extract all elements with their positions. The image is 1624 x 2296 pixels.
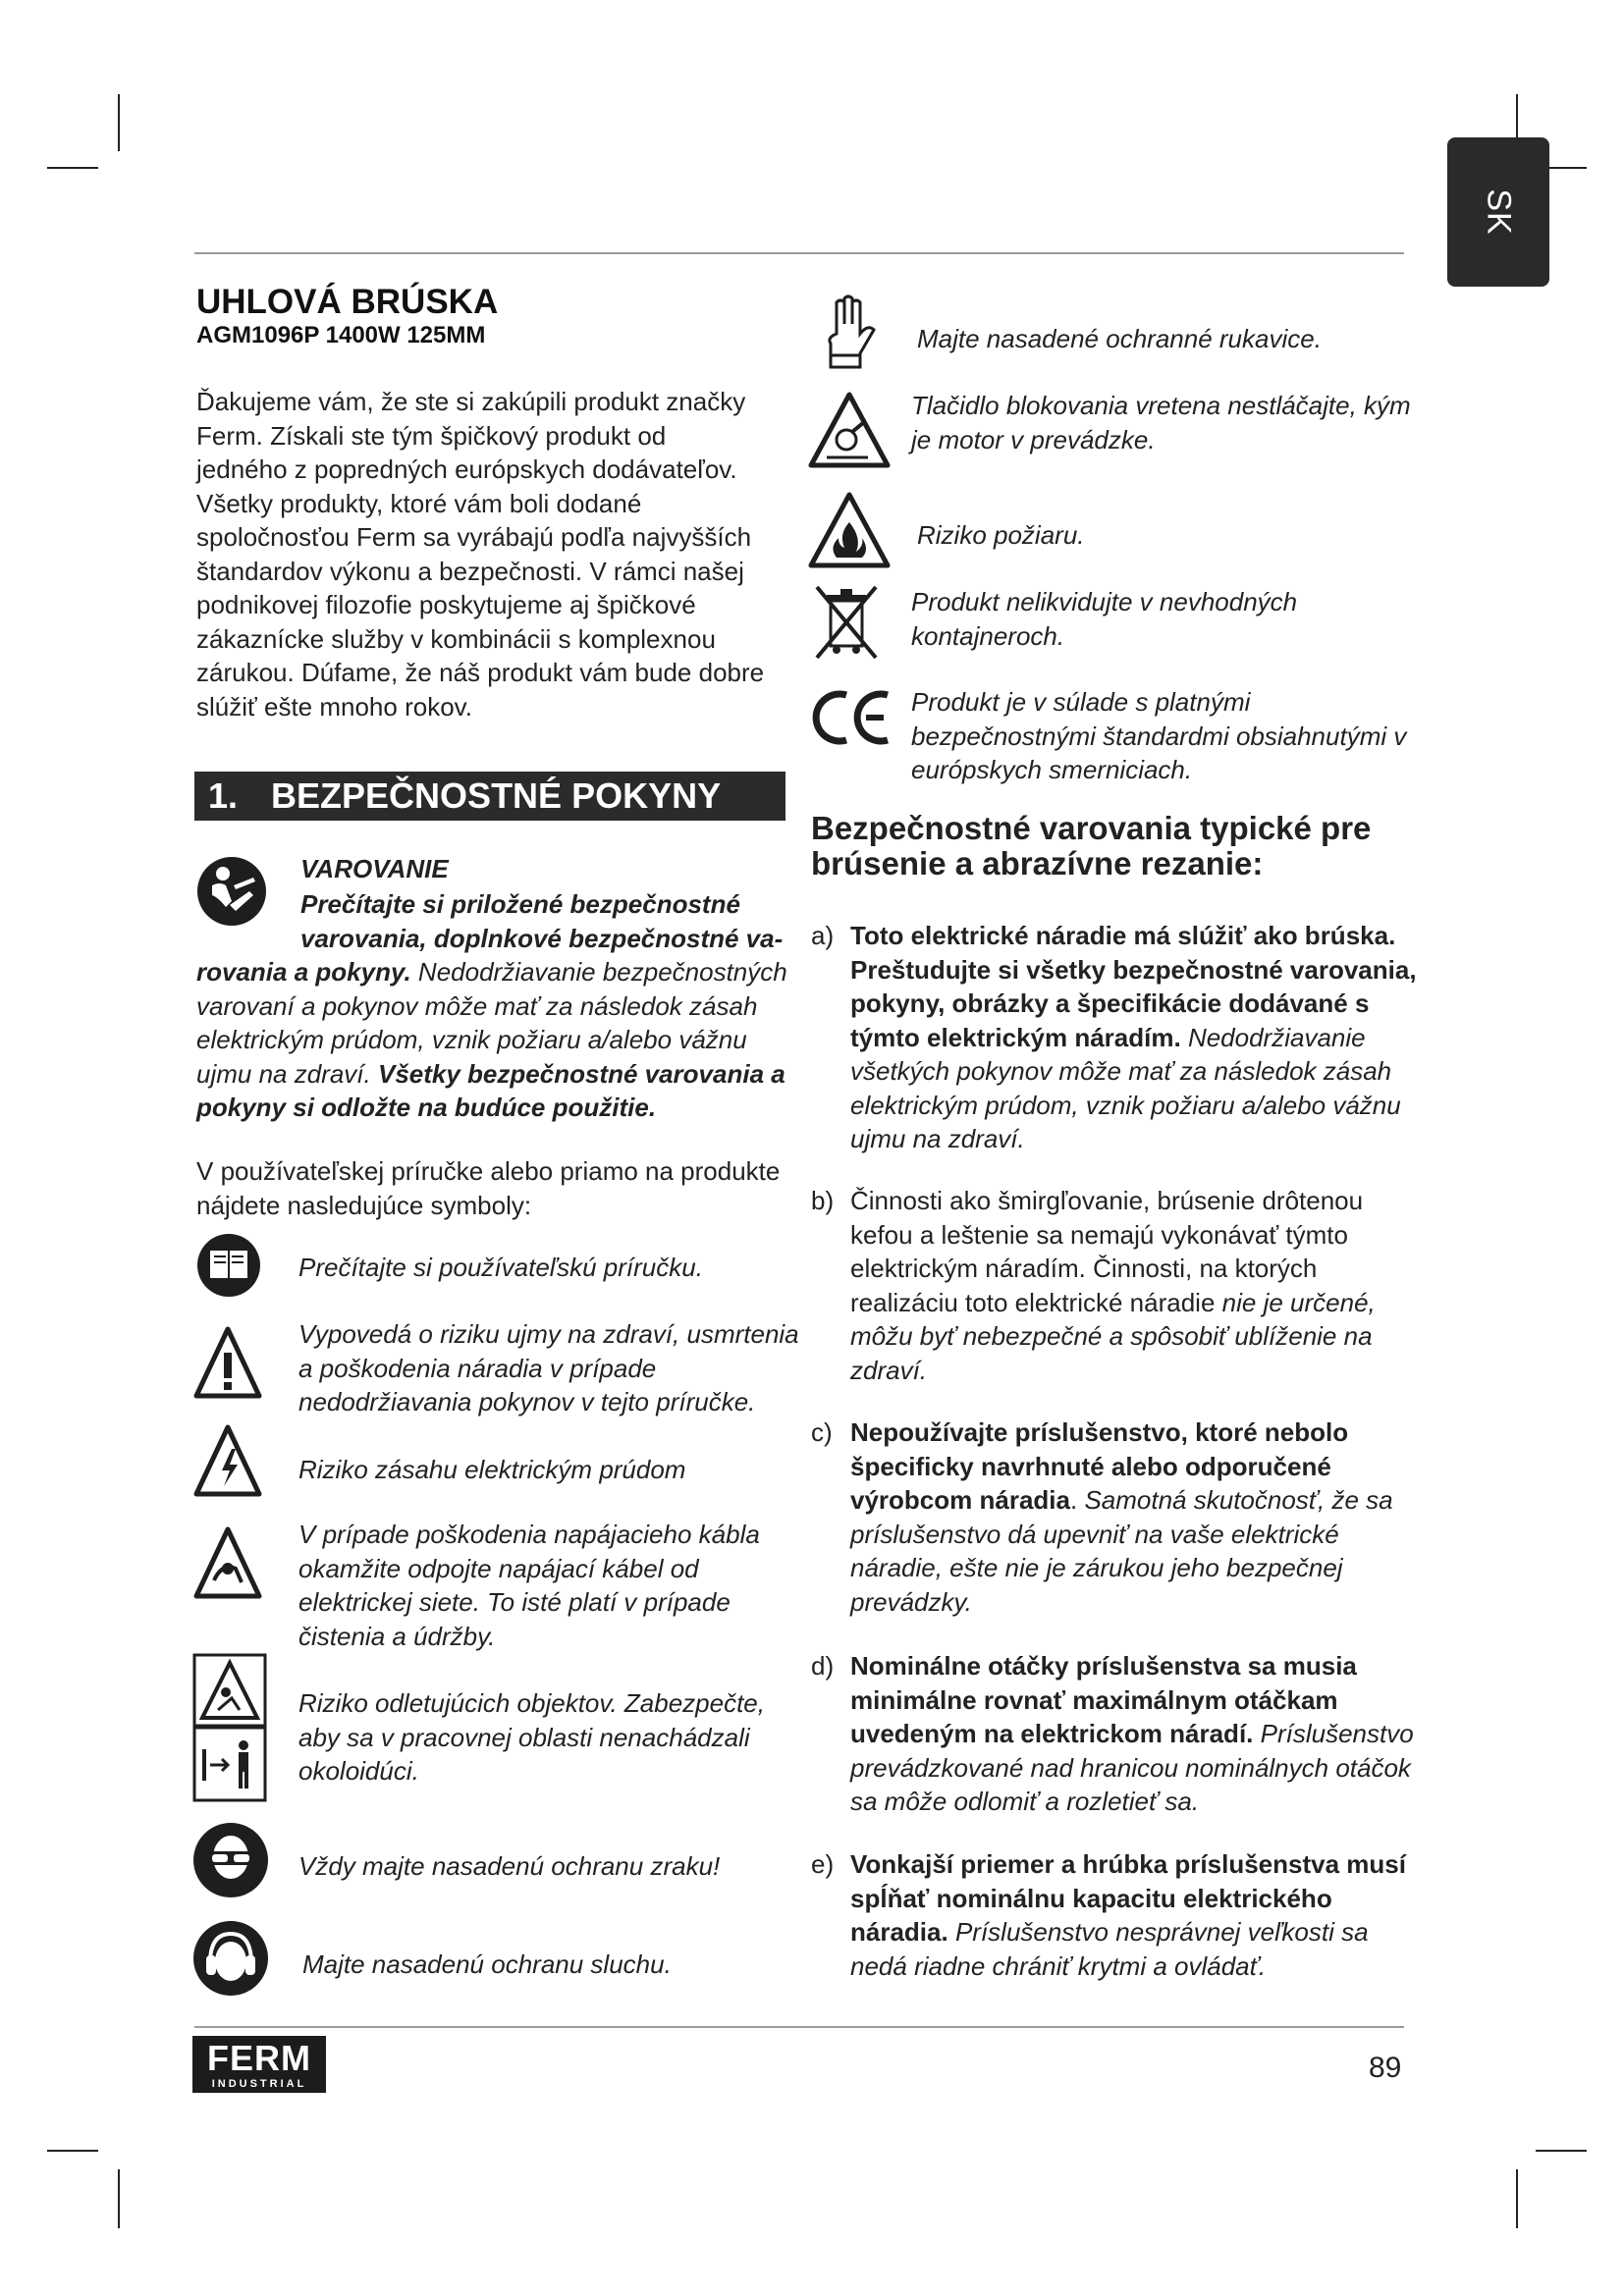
- item-letter: a): [811, 921, 835, 950]
- intro-line: spoločnosťou Ferm sa vyrábajú podľa najvyšších: [196, 522, 752, 552]
- hearing-protection-icon: [192, 1920, 269, 1997]
- warning-bold: Prečítajte si priložené bezpečnostné: [300, 889, 740, 919]
- bottom-divider: [194, 2026, 1404, 2028]
- product-model: AGM1096P 1400W 125MM: [196, 322, 486, 348]
- crop-mark: [1536, 2150, 1587, 2152]
- language-tab-label: SK: [1480, 188, 1518, 236]
- crop-mark: [1516, 2169, 1518, 2228]
- intro-line: podnikovej filozofie poskytujeme aj špičkové: [196, 590, 696, 619]
- list-item: [811, 919, 1420, 1156]
- intro-line: štandardov výkonu a bezpečnosti. V rámci našej: [196, 556, 744, 586]
- item-bold: Vonkajší priemer a hrúbka príslušenstva musí spĺňať nominálnu kapacitu elektrického náradia.: [850, 1849, 1406, 1947]
- symbol-text: Riziko zásahu elektrickým prúdom: [298, 1455, 686, 1484]
- symbol-text: Riziko odletujúcich objektov. Zabezpečte, aby sa v pracovnej oblasti nenachádzali okoloidúci.: [298, 1688, 765, 1786]
- electric-shock-icon: [192, 1421, 263, 1500]
- item-letter: b): [811, 1186, 835, 1215]
- section-number: 1.: [208, 775, 239, 816]
- manual-book-icon: [196, 1233, 261, 1298]
- item-italic: Príslušenstvo prevádzkované nad hranicou nominálnych otáčok sa môže odlomiť a rozletieť sa.: [850, 1719, 1414, 1816]
- spindle-lock-icon: [807, 389, 892, 471]
- warning-bold: varovania, doplnkové bezpečnostné va-: [300, 923, 784, 953]
- list-item: [811, 1184, 1420, 1387]
- item-normal: Činnosti ako šmirgľovanie, brúsenie drôtenou kefou a leštenie sa nemajú vykonávať týmto elektrickým náradím. Činnosti, na ktorých realizáciu toto elektrické náradie: [850, 1186, 1364, 1317]
- eye-protection-icon: [192, 1822, 269, 1898]
- unplug-cable-icon: [192, 1523, 263, 1602]
- intro-line: zárukou. Dúfame, že náš produkt vám bude dobre: [196, 658, 765, 687]
- gloves-icon: [817, 294, 878, 371]
- crop-mark: [118, 94, 120, 151]
- list-item: [811, 1649, 1420, 1819]
- symbol-text: Vždy majte nasadenú ochranu zraku!: [298, 1851, 721, 1881]
- warning-body: Nedodržiavanie bezpečnostných varovaní a pokynov môže mať za následok zásah elektrickým prúdom, vznik požiaru a/alebo vážnu ujmu na zdraví.: [196, 957, 787, 1089]
- crossed-bin-icon: [811, 583, 882, 662]
- ce-text: Produkt je v súlade s platnými bezpečnostnými štandardmi obsiahnutými v európskych smerniciach.: [911, 687, 1407, 784]
- symbol-text: Produkt nelikvidujte v nevhodných kontajneroch.: [911, 587, 1298, 651]
- intro-line: Ďakujeme vám, že ste si zakúpili produkt značky: [196, 387, 746, 416]
- intro-line: Ferm. Získali ste tým špičkový produkt od: [196, 420, 667, 451]
- symbol-text: [911, 685, 1412, 787]
- page-number: 89: [1369, 2052, 1402, 2084]
- symbol-text: Majte nasadené ochranné rukavice.: [917, 324, 1322, 353]
- product-title: UHLOVÁ BRÚSKA: [196, 283, 499, 321]
- item-normal: .: [1069, 1485, 1078, 1515]
- symbol-text: Vypovedá o riziku ujmy na zdraví, usmrtenia a poškodenia náradia v prípade nedodržiavania pokynov v tejto príručke.: [298, 1319, 799, 1416]
- symbol-text: Tlačidlo blokovania vretena nestláčajte, kým je motor v prevádzke.: [911, 391, 1411, 454]
- symbols-intro: V používateľskej príručke alebo priamo na produkte nájdete nasledujúce symboly:: [196, 1156, 781, 1220]
- warning-bold: rovania a pokyny.: [196, 957, 411, 987]
- item-italic: Nedodržiavanie všetkých pokynov môže mať za následok zásah elektrickým prúdom, vznik požiaru a/alebo vážnu ujmu na zdraví.: [850, 1022, 1401, 1153]
- crop-mark: [118, 2169, 120, 2228]
- item-bold: Nominálne otáčky príslušenstva sa musia minimálne rovnať maximálnym otáčkam uvedeným na elektrickom náradí.: [850, 1651, 1357, 1748]
- crop-mark: [47, 2150, 98, 2152]
- warning-text: [196, 887, 795, 1125]
- symbol-text: Majte nasadenú ochranu sluchu.: [302, 1949, 672, 1979]
- warning-title: VAROVANIE: [300, 854, 449, 883]
- item-bold: Nepoužívajte príslušenstvo, ktoré nebolo špecificky navrhnuté alebo odporučené výrobcom náradia: [850, 1417, 1349, 1515]
- intro-line: jedného z popredných európskych dodávateľov.: [196, 454, 737, 484]
- logo-sub: INDUSTRIAL: [211, 2078, 307, 2090]
- item-letter: c): [811, 1417, 833, 1447]
- symbol-text: Prečítajte si používateľskú príručku.: [298, 1253, 703, 1282]
- item-italic: Samotná skutočnosť, že sa príslušenstvo dá upevniť na vaše elektrické náradie, ešte nie je zárukou jeho bezpečnej prevádzky.: [850, 1485, 1393, 1617]
- item-italic: Príslušenstvo nesprávnej veľkosti sa nedá riadne chrániť krytmi a ovládať.: [850, 1917, 1369, 1981]
- section-heading: [194, 772, 785, 821]
- intro-line: Všetky produkty, ktoré vám boli dodané: [196, 488, 642, 518]
- intro-line: zákaznícke služby v kombinácii s komplexnou: [196, 623, 716, 654]
- item-letter: e): [811, 1849, 835, 1879]
- list-item: [811, 1415, 1420, 1619]
- warning-keep-instructions: Všetky bezpečnostné varovania a pokyny si odložte na budúce použitie.: [196, 1058, 785, 1122]
- fire-hazard-icon: [807, 489, 892, 571]
- top-divider: [194, 252, 1404, 254]
- symbol-text: V prípade poškodenia napájacieho kábla okamžite odpojte napájací kábel od elektrickej siete. To isté platí v prípade čistenia a údržby.: [298, 1520, 760, 1651]
- intro-paragraph: [196, 385, 805, 723]
- item-bold: Toto elektrické náradie má slúžiť ako brúska. Preštudujte si všetky bezpečnostné varovania, pokyny, obrázky a špecifikácie dodávané s týmto elektrickým náradím.: [850, 921, 1417, 1052]
- logo-main: FERM: [207, 2038, 311, 2078]
- flying-objects-icon: [192, 1653, 267, 1802]
- exclamation-warning-icon: [192, 1323, 263, 1402]
- ferm-logo: [192, 2036, 326, 2093]
- section-title: BEZPEČNOSTNÉ POKYNY: [271, 775, 722, 816]
- crop-mark: [47, 167, 98, 169]
- language-tab: [1447, 137, 1549, 287]
- intro-line: slúžiť ešte mnoho rokov.: [196, 691, 472, 721]
- grinding-heading: Bezpečnostné varovania typické pre brúsenie a abrazívne rezanie:: [811, 810, 1372, 881]
- symbol-text: Riziko požiaru.: [917, 520, 1085, 550]
- list-item: [811, 1847, 1420, 1983]
- item-italic: nie je určené, môžu byť nebezpečné a spôsobiť ublíženie na zdraví.: [850, 1287, 1376, 1385]
- item-letter: d): [811, 1651, 835, 1681]
- ce-mark-icon: [811, 689, 893, 746]
